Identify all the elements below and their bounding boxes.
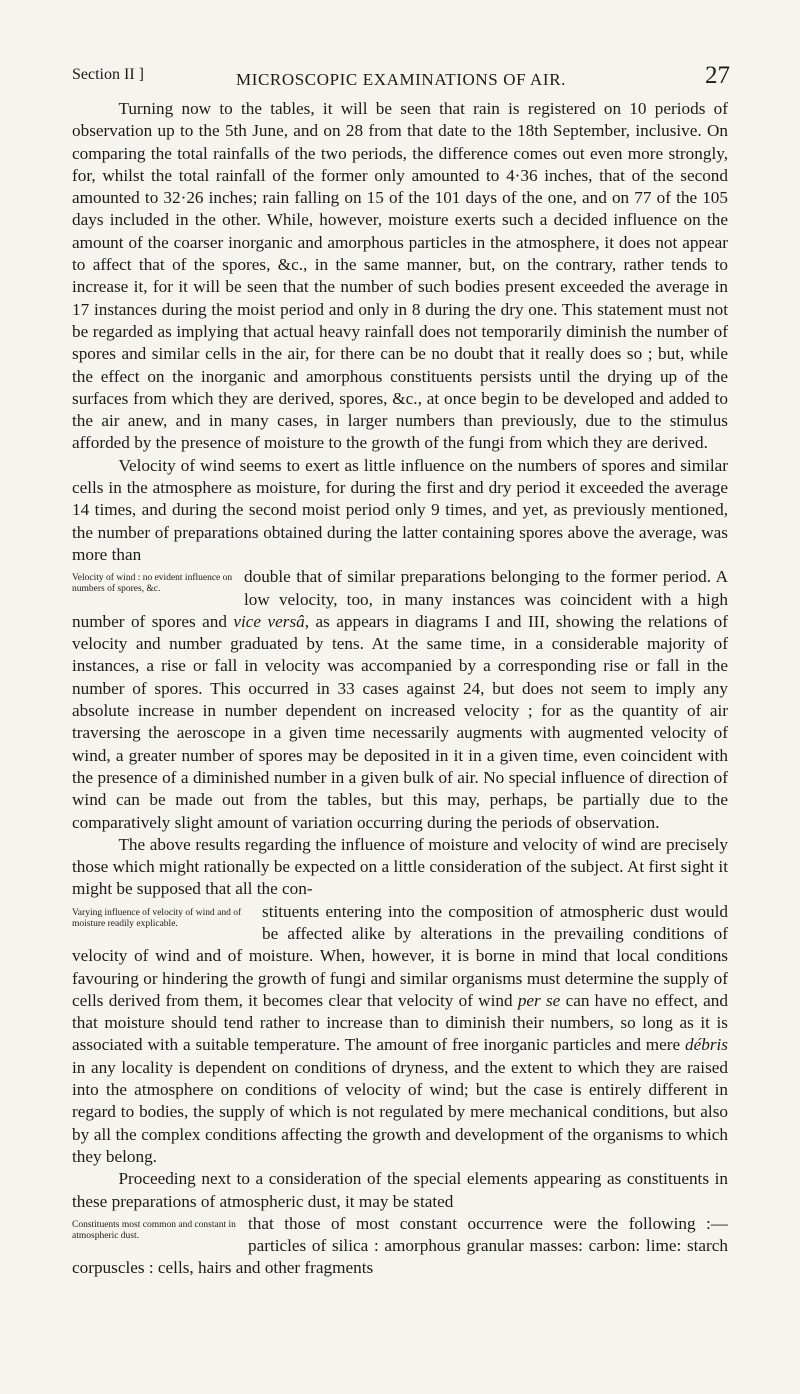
body-text <box>72 98 728 1280</box>
paragraph-results-b: stituents entering into the composition of atmospheric dust would be affected alike by alterations in the prevailing conditions of velocity of wind and of moisture. When, however, it is borne in mind that local conditions favouring or hindering the growth of fungi and similar organisms must determine the supply of cells derived from them, it becomes clear that velocity of wind <box>72 901 728 1010</box>
italic-per-se: per se <box>517 990 561 1010</box>
paragraph-results <box>72 834 728 901</box>
paragraph-rain: Turning now to the tables, it will be seen that rain is registered on 10 periods of observation up to the 5th June, and on 28 from that date to the 18th September, inclusive. On comparing the total rainfalls of the two periods, the difference comes out even more strongly, for, whilst the total rainfall of the former only amounted to 4·36 inches, that of the second amounted to 32·26 inches; rain falling on 15 of the 101 days of the one, and on 77 of the 105 days included in the other. While, however, moisture exerts such a decided influence on the amount of the coarser inorganic and amorphous particles in the atmosphere, it does not appear to affect that of the spores, &c., in the same manner, but, on the contrary, rather tends to increase it, for it will be seen that the number of such bodies present exceeded the average in 17 instances during the moist period and only in 8 during the dry one. This statement must not be regarded as implying that actual heavy rainfall does not temporarily diminish the number of spores and similar cells in the air, for there can be no doubt that it really does so ; but, while the effect on the inorganic and amorphous constituents persists until the drying up of the surfaces from which they are derived, spores, &c., at once begin to be developed and added to the air anew, and in many cases, in larger numbers than previously, due to the stimulus afforded by the presence of moisture to the growth of the fungi from which they are derived. <box>72 99 728 453</box>
paragraph-results-d: in any locality is dependent on conditions of dryness, and the extent to which they are raised into the atmosphere on conditions of velocity of wind; but the case is entirely different in regard to bodies, the supply of which is not regulated by mere mechanical conditions, but also by all the complex conditions affecting the growth and development of the organisms to which they belong. <box>72 1057 728 1166</box>
page-number: 27 <box>705 62 730 89</box>
paragraph-velocity-cont <box>72 566 728 834</box>
running-header <box>72 60 730 90</box>
paragraph-constituents-b: that those of most constant occurrence were the following :—particles of silica : amorphous granular masses: carbon: lime: starch corpuscles : cells, hairs and other fragments <box>72 1213 728 1278</box>
italic-debris: débris <box>685 1035 728 1055</box>
paragraph-velocity-b: double that of similar preparations belonging to the former period. A low velocity, too, in many instances was coincident with a high number of spores and <box>72 567 728 631</box>
paragraph-constituents <box>72 1168 728 1213</box>
paragraph-velocity-a: Velocity of wind seems to exert as little influence on the numbers of spores and similar cells in the atmosphere as moisture, for during the first and dry period it exceeded the average 14 times, and during the second moist period only 9 times, and yet, as previously mentioned, the number of preparations obtained during the latter containing spores above the average, was more than <box>72 455 728 564</box>
paragraph-constituents-a: Proceeding next to a consideration of the special elements appearing as constituents in these preparations of atmospheric dust, it may be stated <box>72 1169 728 1211</box>
section-label: Section II ] <box>72 66 144 83</box>
running-title: MICROSCOPIC EXAMINATIONS OF AIR. <box>236 70 566 89</box>
paragraph-velocity <box>72 455 728 566</box>
paragraph-results-a: The above results regarding the influence of moisture and velocity of wind are precisely those which might rationally be expected on a little consideration of the subject. At first sight it might be supposed that all the con- <box>72 834 728 899</box>
italic-vice-versa: vice versâ <box>233 611 305 631</box>
sidenote-constituents: Constituents most common and constant in atmospheric dust. <box>72 1219 236 1241</box>
paragraph-results-cont <box>72 901 728 1169</box>
paragraph-velocity-c: , as appears in diagrams I and III, showing the relations of velocity and number graduated by tens. At the same time, in a considerable majority of instances, a rise or fall in velocity was accompanied by a corresponding rise or fall in the number of spores. This occurred in 33 cases against 24, but does not seem to imply any absolute increase in number dependent on increased velocity ; for as the quantity of air traversing the aeroscope in a given time necessarily augments with augmented velocity of wind, a greater number of spores may be deposited in it in a given time, even coincident with the presence of a diminished number in a given bulk of air. No special influence of direction of wind can be made out from the tables, but this may, perhaps, be partially due to the comparatively slight amount of variation occurring during the periods of observation. <box>72 611 729 832</box>
sidenote-varying: Varying influence of velocity of wind and of moisture readily explicable. <box>72 907 242 929</box>
sidenote-velocity: Velocity of wind : no evident influence on numbers of spores, &c. <box>72 573 233 595</box>
paragraph-results-c: can have no effect, and that moisture should tend rather to increase than to diminish their numbers, so long as it is associated with a suitable temperature. The amount of free inorganic particles and mere <box>72 990 728 1055</box>
